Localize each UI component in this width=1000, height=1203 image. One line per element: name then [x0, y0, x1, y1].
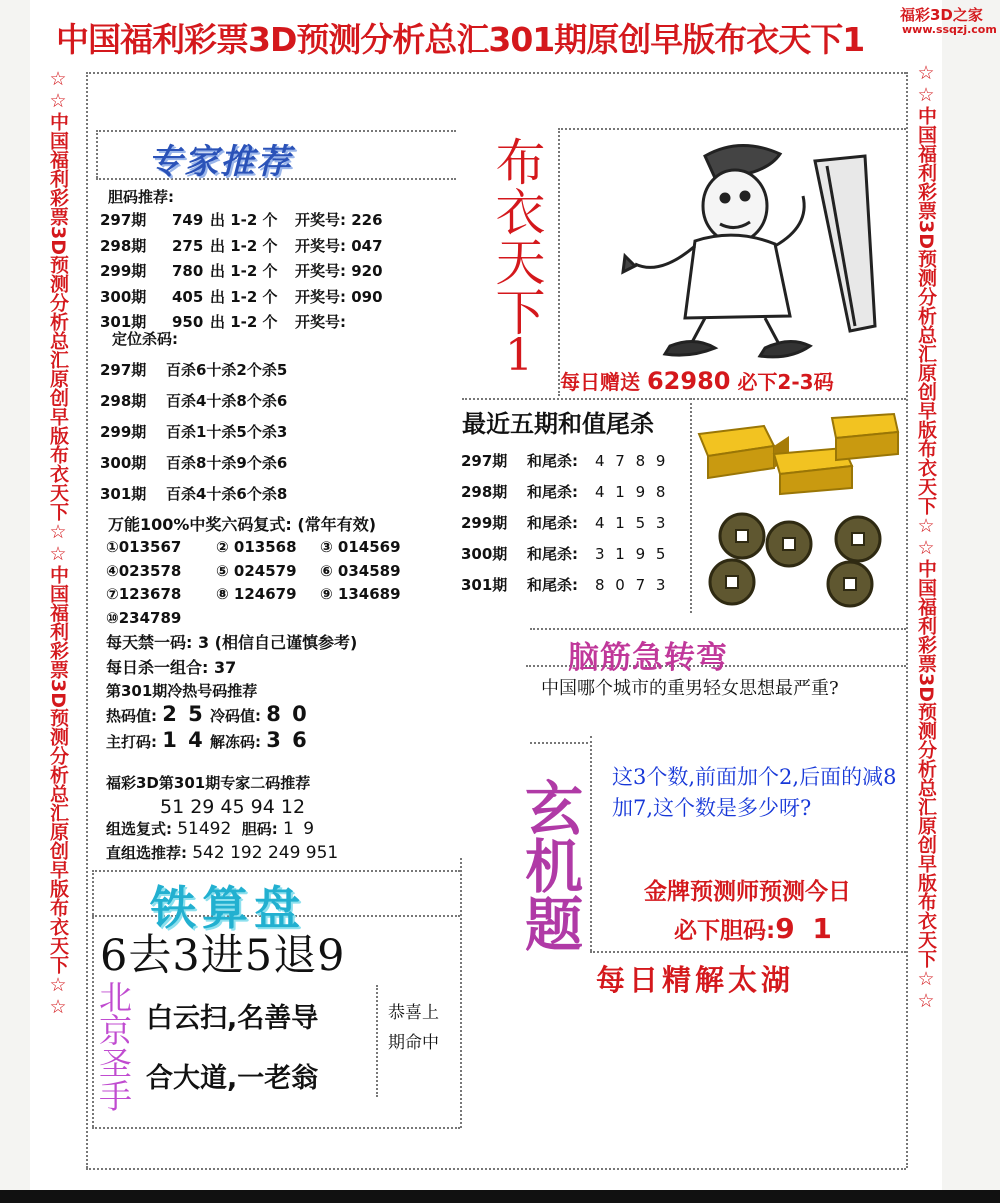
table-row: 297期 和尾杀: 4 7 8 9 [461, 452, 669, 470]
divider [92, 1127, 460, 1129]
table-row: 301期 百杀4十杀6个杀8 [100, 485, 288, 503]
hot-cold-row: 热码值: 2 5 冷码值: 8 0 [106, 702, 309, 726]
main-thaw-row: 主打码: 1 4 解冻码: 3 6 [106, 728, 309, 752]
list-item: ①013567 ② 013568 ③ 014569 [106, 538, 401, 556]
must-dan-row: 必下胆码:9 1 [674, 912, 836, 945]
congrats-note: 恭喜上期命中 [388, 1003, 439, 1053]
divider [690, 398, 692, 613]
table-row: 297期 749 出 1-2 个 开奖号: 226 [100, 211, 383, 229]
poem-line-2: 合大道,一老翁 [146, 1063, 319, 1094]
tiesuan-text: 6去3进5退9 [100, 931, 346, 981]
divider [558, 128, 560, 396]
ban-one: 每天禁一码: 3 (相信自己谨慎参考) [106, 633, 358, 652]
divider [86, 72, 88, 1168]
divider [590, 736, 592, 951]
divider [460, 858, 462, 1128]
table-row: 300期 百杀8十杀9个杀6 [100, 454, 288, 472]
dan-label: 胆码推荐: [108, 188, 174, 206]
divider [86, 72, 906, 74]
divider [96, 130, 456, 132]
brain-teaser-title: 脑筋急转弯 [568, 640, 728, 676]
side-banner-left: ☆☆中国福利彩票3D预测分析总汇原创早版布衣天下☆☆中国福利彩票3D预测分析总汇原创早版布衣天下☆☆ [47, 68, 69, 1018]
table-row: 298期 百杀4十杀8个杀6 [100, 392, 288, 410]
divider [558, 128, 906, 130]
gold-predictor-title: 金牌预测师预测今日 [644, 879, 851, 905]
table-row: 299期 百杀1十杀5个杀3 [100, 423, 288, 441]
divider [906, 72, 908, 1168]
xuanji-question: 这3个数,前面加个2,后面的减8加7,这个数是多少呀? [612, 765, 897, 820]
taihu-title: 每日精解太湖 [596, 963, 795, 997]
recent-title: 最近五期和值尾杀 [462, 409, 654, 438]
list-item: ⑩234789 [106, 608, 182, 627]
poem-line-1: 白云扫,名善导 [146, 1003, 319, 1034]
kill-combo: 每日杀一组合: 37 [106, 658, 237, 677]
hotcold-title: 第301期冷热号码推荐 [106, 682, 258, 700]
expert-banner: 专家推荐 [148, 142, 292, 182]
page-title: 中国福利彩票3D预测分析总汇301期原创早版布衣天下1 [56, 20, 865, 59]
direct-row: 直组选推荐: 542 192 249 951 [106, 843, 339, 863]
buyi-title: 布衣天下 [487, 136, 546, 336]
list-item: ④023578 ⑤ 024579 ⑥ 034589 [106, 561, 401, 580]
two-code: 51 29 45 94 12 [160, 796, 306, 818]
divider [530, 742, 588, 744]
recent-table [461, 446, 668, 601]
side-banner-right: ☆☆中国福利彩票3D预测分析总汇原创早版布衣天下☆☆中国福利彩票3D预测分析总汇原创早版布衣天下☆☆ [915, 62, 937, 1012]
table-row: 299期 和尾杀: 4 1 5 3 [461, 514, 669, 532]
table-row: 298期 和尾杀: 4 1 9 8 [461, 483, 669, 501]
wanneng-grid [106, 536, 401, 630]
xuanji-title: 玄机题 [515, 778, 583, 952]
table-row: 301期 和尾杀: 8 0 7 3 [461, 576, 669, 594]
list-item: ⑦123678 ⑧ 124679 ⑨ 134689 [106, 585, 401, 603]
site-name[interactable]: 福彩3D之家 [900, 6, 983, 24]
dan-table [100, 208, 383, 336]
table-row: 297期 百杀6十杀2个杀5 [100, 361, 288, 379]
bottom-bar [0, 1190, 1000, 1203]
kill-table [100, 355, 287, 510]
tiesuan-title: 铁算盘 [150, 881, 306, 935]
divider [530, 628, 906, 630]
wanneng-title: 万能100%中奖六码复式: (常年有效) [108, 515, 377, 534]
gold-coins-illustration [694, 404, 900, 610]
two-code-title: 福彩3D第301期专家二码推荐 [106, 774, 311, 792]
cartoon-man-illustration [565, 136, 897, 364]
beijing-master: 北京圣手 [94, 980, 133, 1112]
divider [462, 398, 906, 400]
brain-teaser-question: 中国哪个城市的重男轻女思想最严重? [541, 678, 839, 699]
kill-label: 定位杀码: [112, 330, 178, 348]
table-row: 299期 780 出 1-2 个 开奖号: 920 [100, 262, 383, 280]
daily-gift: 每日赠送 62980 必下2-3码 [560, 367, 834, 395]
table-row: 298期 275 出 1-2 个 开奖号: 047 [100, 236, 383, 255]
group-row: 组选复式: 51492 胆码: 1 9 [106, 819, 317, 839]
table-row: 300期 405 出 1-2 个 开奖号: 090 [100, 287, 383, 306]
table-row: 300期 和尾杀: 3 1 9 5 [461, 545, 669, 563]
divider [96, 130, 98, 178]
divider [590, 951, 906, 953]
divider [376, 985, 378, 1097]
table-row: 301期 950 出 1-2 个 开奖号: [100, 313, 346, 331]
site-url[interactable]: www.ssqzj.com [902, 23, 997, 36]
divider [86, 1168, 906, 1170]
buyi-number: 1 [505, 330, 533, 381]
